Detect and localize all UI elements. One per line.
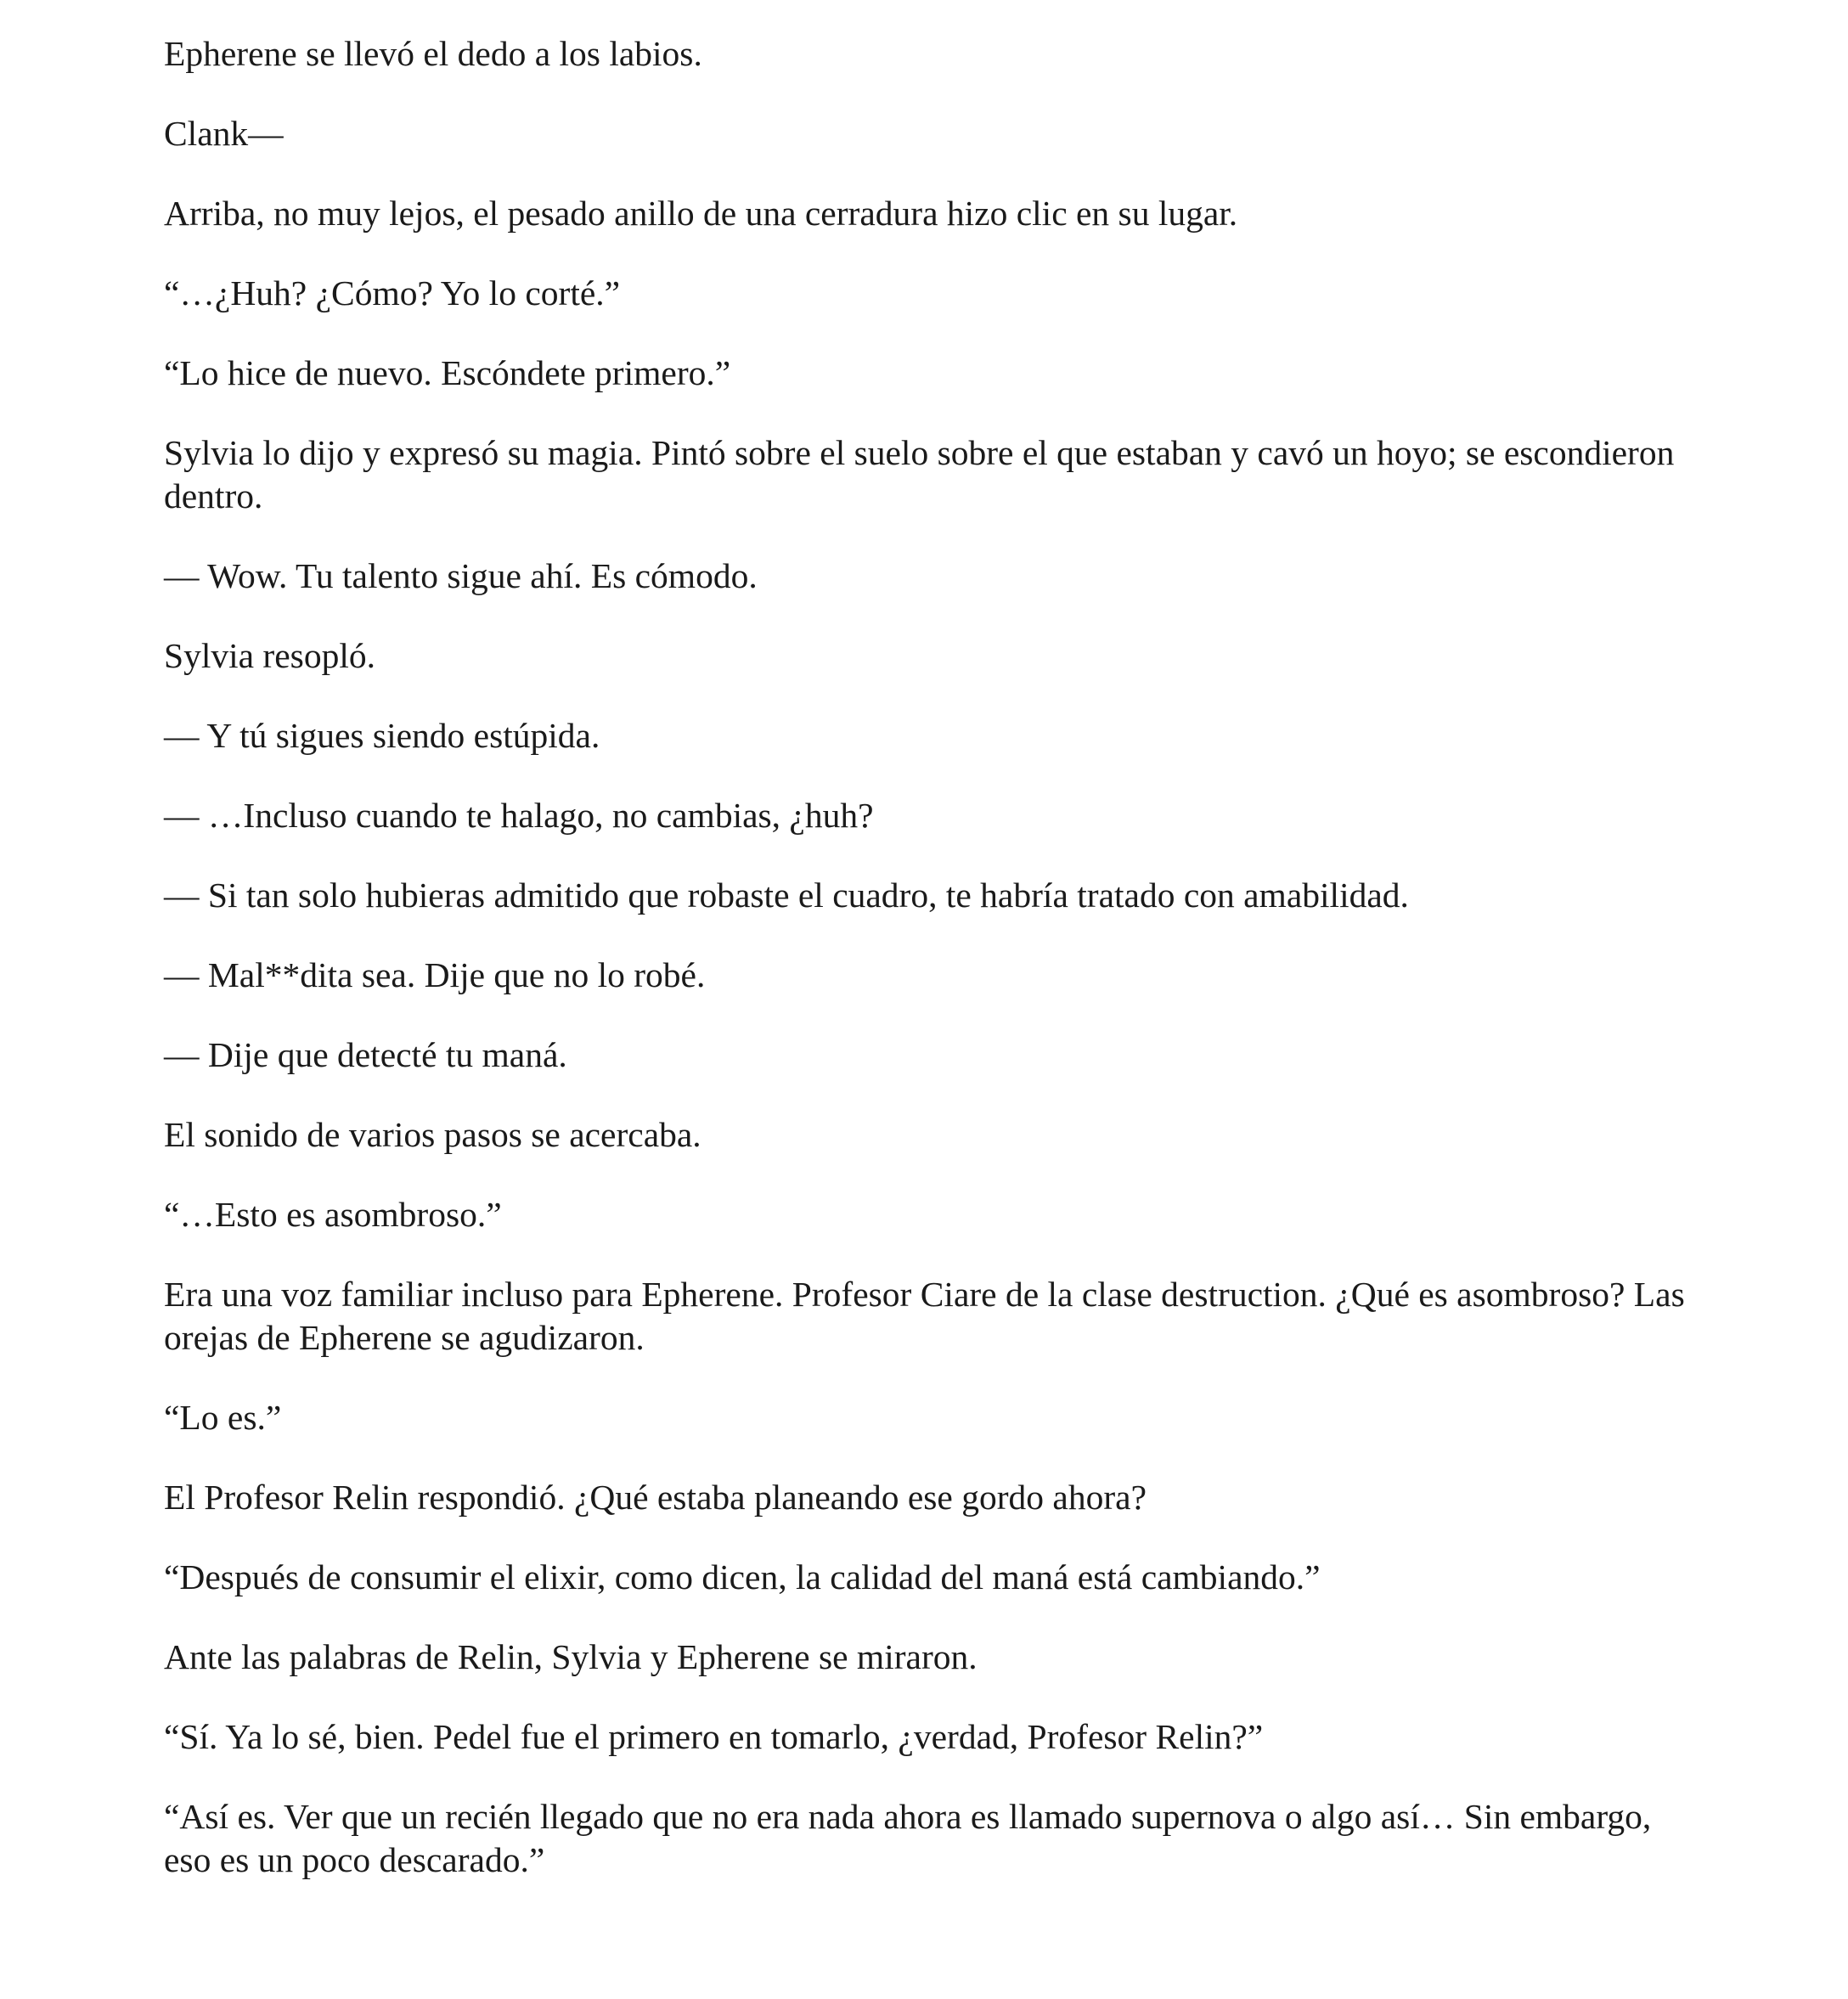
paragraph: Ante las palabras de Relin, Sylvia y Epherene se miraron. [164,1637,978,1676]
paragraph: El Profesor Relin respondió. ¿Qué estaba planeando ese gordo ahora? [164,1478,1147,1517]
paragraph: “Sí. Ya lo sé, bien. Pedel fue el primero en tomarlo, ¿verdad, Profesor Relin?” [164,1717,1264,1756]
paragraph: Sylvia lo dijo y expresó su magia. Pintó sobre el suelo sobre el que estaban y cavó un hoyo; se escondieron dentro. [164,433,1675,515]
paragraph: — …Incluso cuando te halago, no cambias, ¿huh? [164,796,874,835]
paragraph: “Lo hice de nuevo. Escóndete primero.” [164,353,731,392]
paragraph: “Así es. Ver que un recién llegado que no era nada ahora es llamado supernova o algo así… Sin embargo, eso es un poco descarado.” [164,1797,1652,1879]
paragraph: — Y tú sigues siendo estúpida. [164,716,600,755]
paragraph: Sylvia resopló. [164,636,375,675]
paragraph: Epherene se llevó el dedo a los labios. [164,34,702,73]
document-page [164,32,1693,1918]
paragraph: Era una voz familiar incluso para Epherene. Profesor Ciare de la clase destruction. ¿Qué es asombroso? Las orejas de Epherene se agudizaron. [164,1275,1685,1357]
paragraph: El sonido de varios pasos se acercaba. [164,1115,701,1154]
paragraph: “…Esto es asombroso.” [164,1195,502,1234]
paragraph: — Wow. Tu talento sigue ahí. Es cómodo. [164,556,758,595]
paragraph: — Dije que detecté tu maná. [164,1035,567,1074]
paragraph: — Mal**dita sea. Dije que no lo robé. [164,955,706,994]
paragraph: “Lo es.” [164,1398,282,1437]
paragraph: Clank— [164,114,284,153]
paragraph: “…¿Huh? ¿Cómo? Yo lo corté.” [164,273,621,313]
paragraph: “Después de consumir el elixir, como dicen, la calidad del maná está cambiando.” [164,1557,1321,1596]
paragraph: Arriba, no muy lejos, el pesado anillo de una cerradura hizo clic en su lugar. [164,194,1238,233]
paragraph: — Si tan solo hubieras admitido que robaste el cuadro, te habría tratado con amabilidad. [164,876,1409,915]
